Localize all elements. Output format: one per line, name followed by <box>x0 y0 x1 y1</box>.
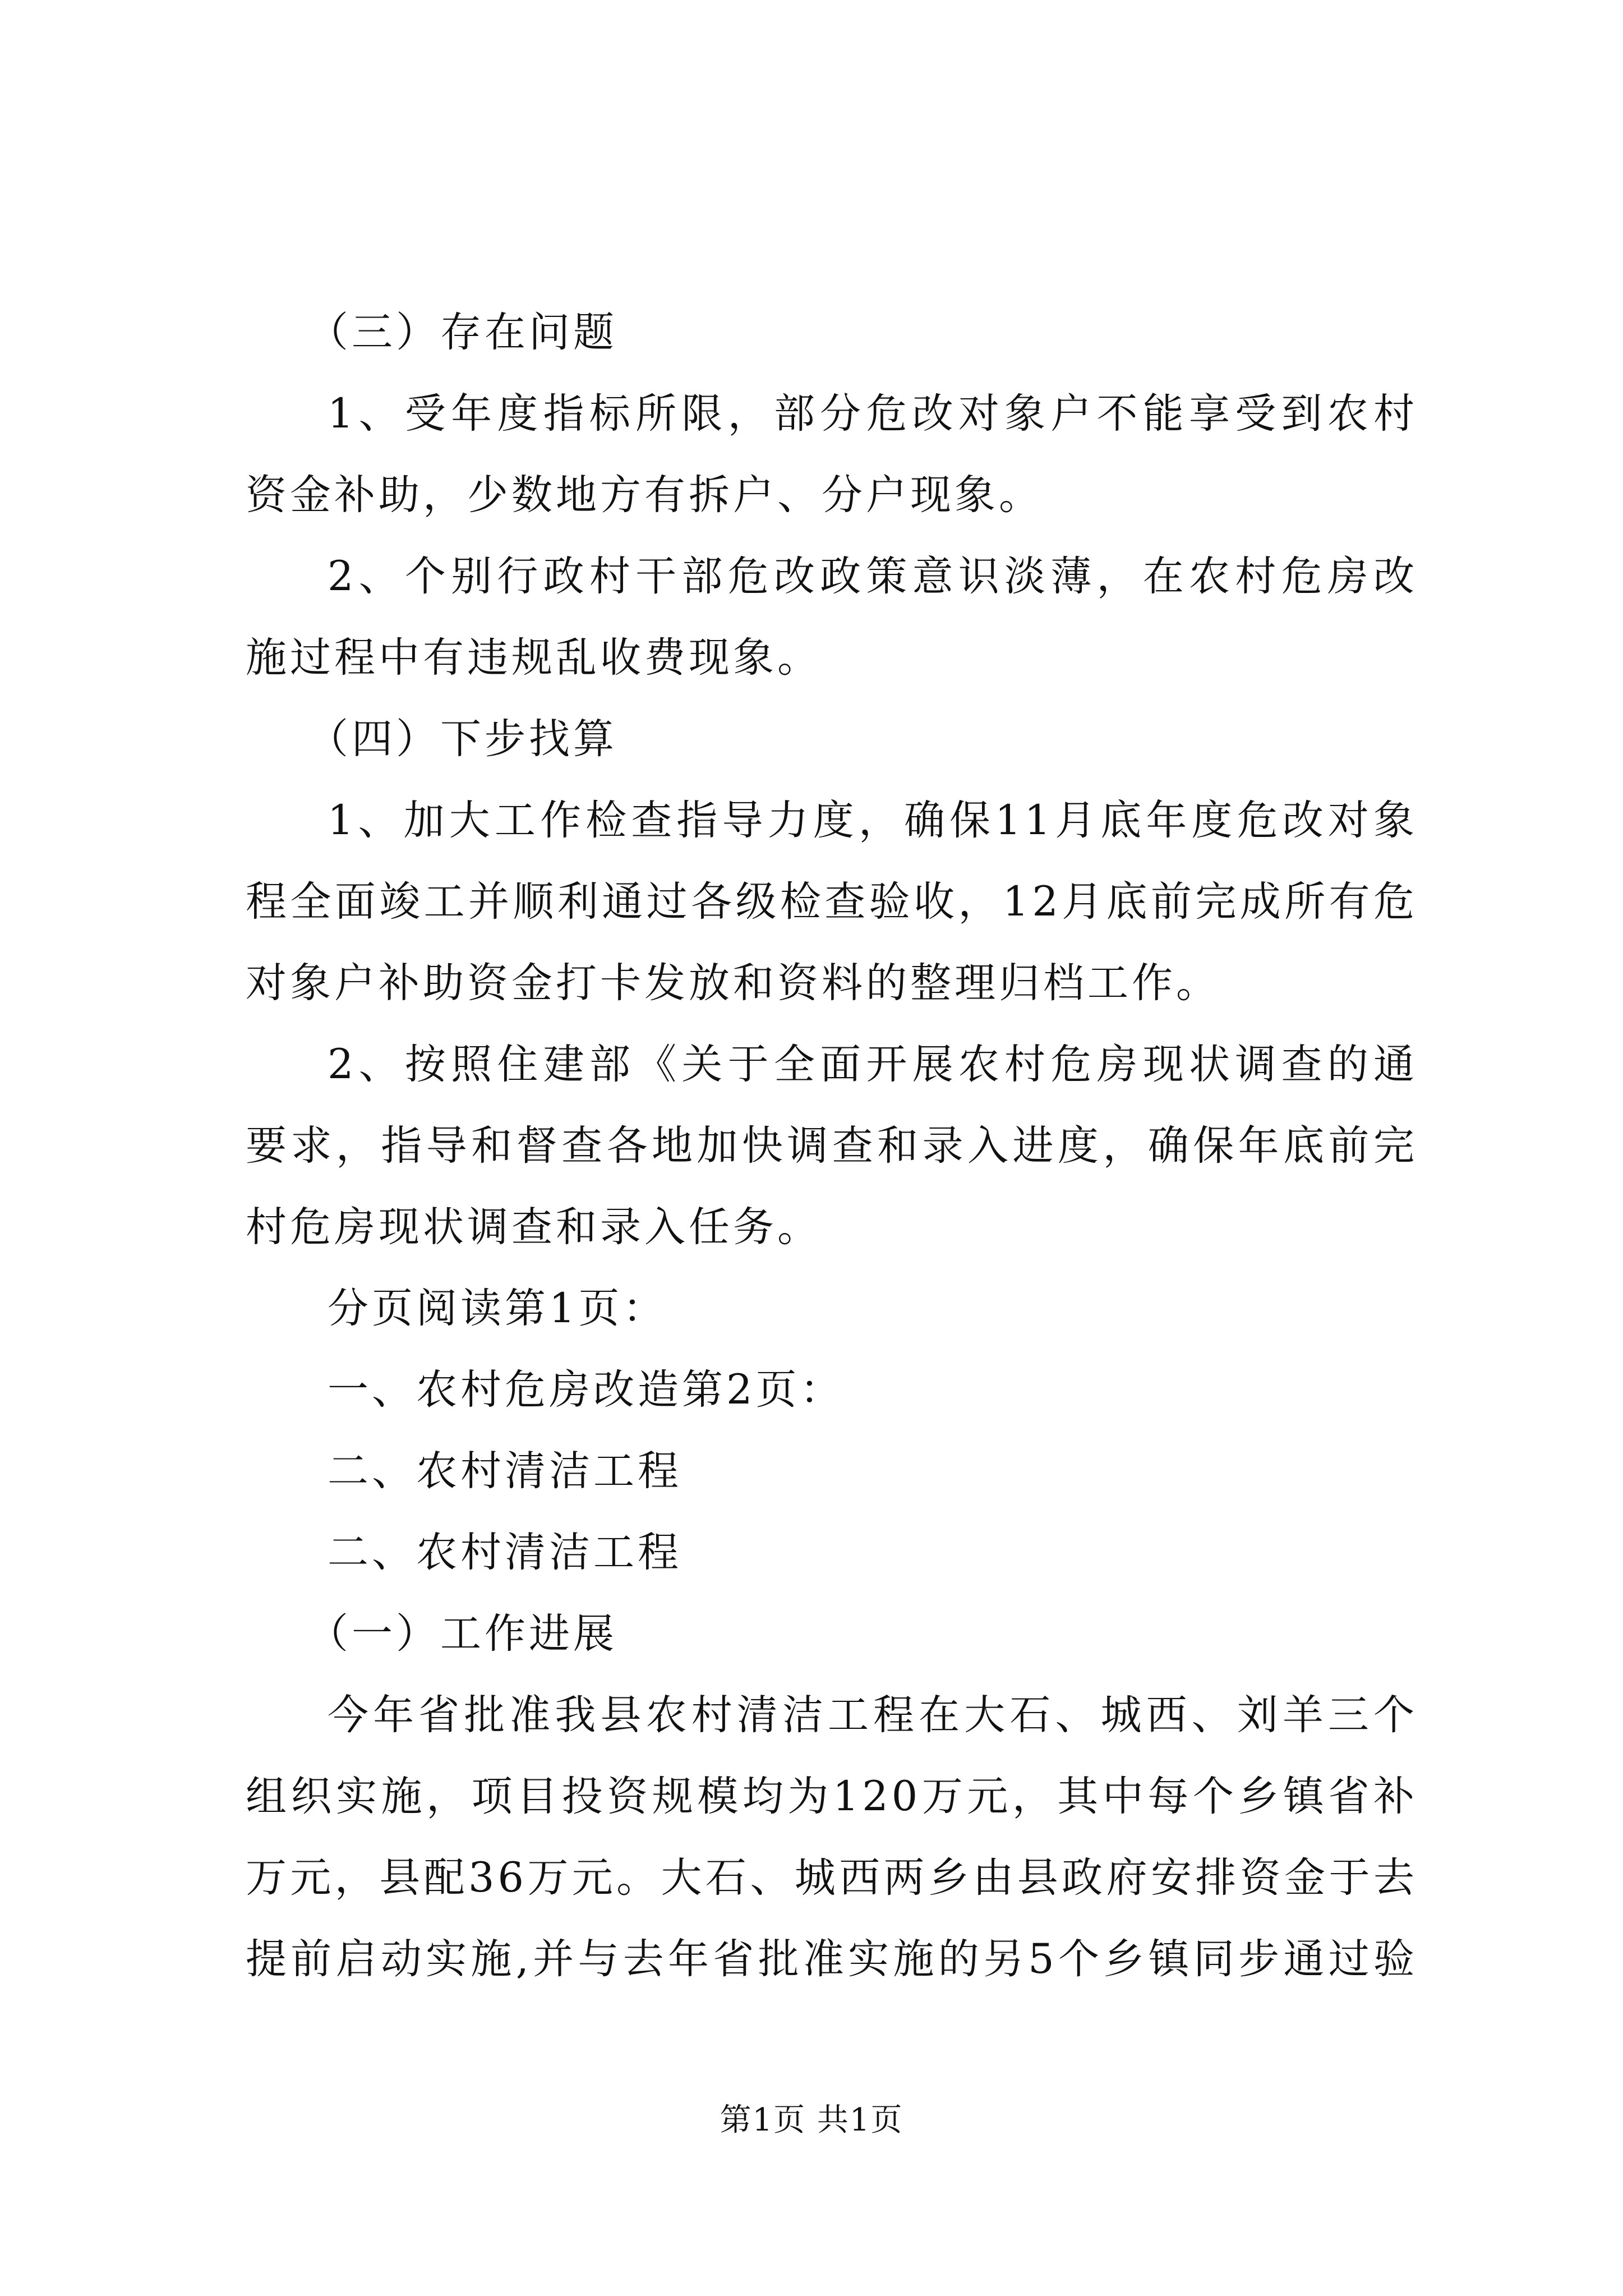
pagination-item: 一、农村危房改造第2页： <box>328 1366 845 1414</box>
pagination-read-label: 分页阅读第1页： <box>328 1285 667 1332</box>
section-heading-clean-project: 二、农村清洁工程 <box>328 1529 682 1576</box>
paragraph-line: 程全面竣工并顺利通过各级检查验收，12月底前完成所有危 <box>246 878 1418 926</box>
pagination-item: 二、农村清洁工程 <box>328 1447 682 1495</box>
paragraph-line: 组织实施，项目投资规模均为120万元，其中每个乡镇省补 <box>246 1773 1418 1820</box>
paragraph-line: 万元，县配36万元。大石、城西两乡由县政府安排资金于去 <box>246 1854 1418 1902</box>
paragraph-line: 2、按照住建部《关于全面开展农村危房现状调查的通 <box>328 1041 1418 1088</box>
section-heading-problems: （三）存在问题 <box>307 309 617 356</box>
document-body <box>246 292 1418 2000</box>
section-heading-next-steps: （四）下步找算 <box>307 715 617 763</box>
paragraph-line: 1、受年度指标所限，部分危改对象户不能享受到农村 <box>328 390 1418 438</box>
paragraph-line: 1、加大工作检查指导力度，确保11月底年度危改对象 <box>328 797 1418 844</box>
paragraph-line: 村危房现状调查和录入任务。 <box>246 1203 822 1251</box>
paragraph-line: 今年省批准我县农村清洁工程在大石、城西、刘羊三个 <box>328 1691 1418 1739</box>
page-footer: 第1页 共1页 <box>720 2102 903 2138</box>
paragraph-line: 资金补助，少数地方有拆户、分户现象。 <box>246 471 1043 519</box>
paragraph-line: 2、个别行政村干部危改政策意识淡薄，在农村危房改 <box>328 553 1418 600</box>
paragraph-line: 要求，指导和督查各地加快调查和录入进度，确保年底前完 <box>246 1122 1418 1170</box>
paragraph-line: 施过程中有违规乱收费现象。 <box>246 634 822 682</box>
section-heading-progress: （一）工作进展 <box>307 1610 617 1658</box>
paragraph-line: 对象户补助资金打卡发放和资料的整理归档工作。 <box>246 959 1220 1007</box>
paragraph-line: 提前启动实施,并与去年省批准实施的另5个乡镇同步通过验 <box>246 1935 1418 1983</box>
